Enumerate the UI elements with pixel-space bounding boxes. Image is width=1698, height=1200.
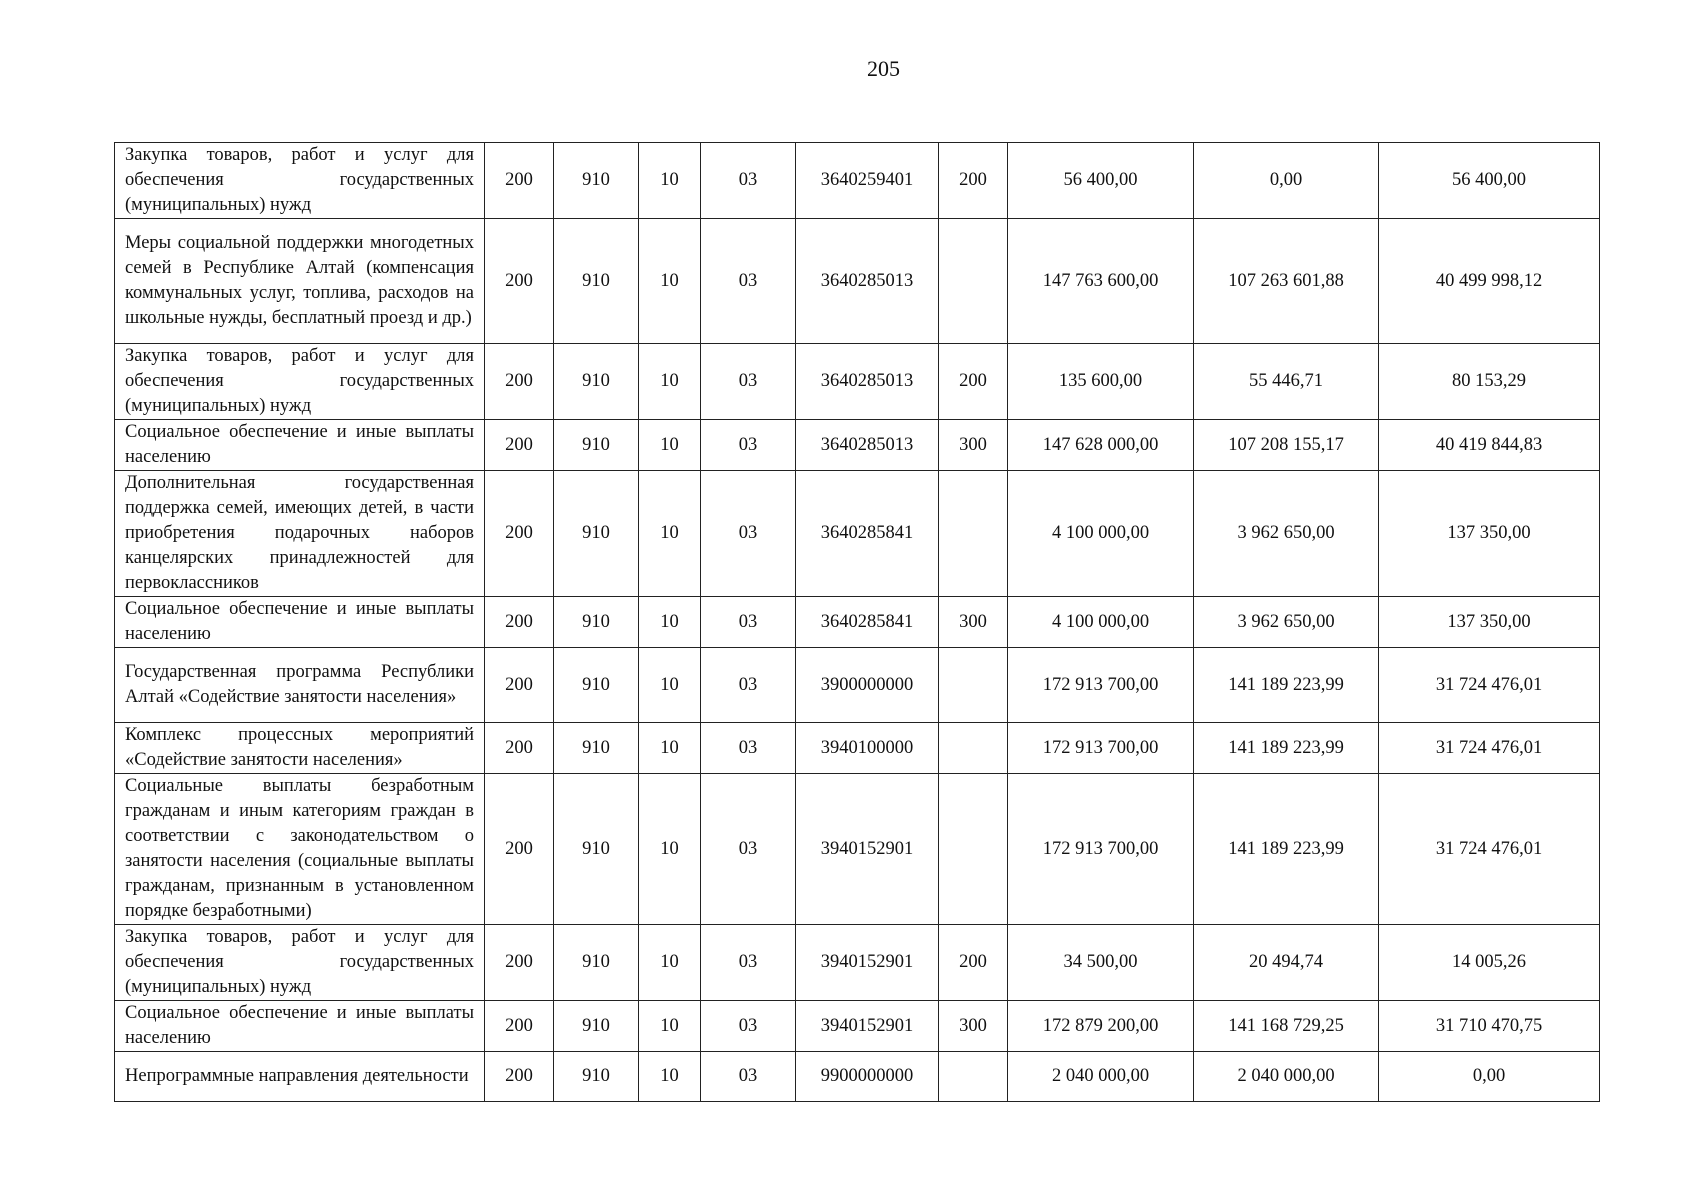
col-amount-1: 172 913 700,00 [1008,648,1194,723]
table-row [115,925,1600,1001]
col-target-article: 9900000000 [796,1052,939,1102]
col-amount-2: 141 189 223,99 [1194,648,1379,723]
table-body [115,143,1600,1102]
row-name: Меры социальной поддержки многодетных семей в Республике Алтай (компенсация коммунальных услуг, топлива, расходов на школьные нужды, бесплатный проезд и др.) [115,219,485,344]
col-amount-1: 147 763 600,00 [1008,219,1194,344]
table-row [115,648,1600,723]
col-amount-1: 4 100 000,00 [1008,471,1194,597]
col-expense-type [939,723,1008,774]
col-section: 10 [639,344,701,420]
col-code-1: 200 [485,1001,554,1052]
col-subsection: 03 [701,774,796,925]
table-row [115,1052,1600,1102]
col-code-2: 910 [554,1052,639,1102]
row-name: Социальное обеспечение и иные выплаты населению [115,597,485,648]
col-code-1: 200 [485,774,554,925]
col-code-2: 910 [554,344,639,420]
col-expense-type: 200 [939,143,1008,219]
col-code-1: 200 [485,648,554,723]
col-code-1: 200 [485,597,554,648]
col-target-article: 3940152901 [796,1001,939,1052]
col-target-article: 3940152901 [796,774,939,925]
col-amount-3: 40 419 844,83 [1379,420,1600,471]
col-target-article: 3640285013 [796,344,939,420]
table-row [115,1001,1600,1052]
col-subsection: 03 [701,420,796,471]
col-expense-type: 300 [939,420,1008,471]
col-target-article: 3640285841 [796,597,939,648]
col-code-2: 910 [554,420,639,471]
col-amount-2: 107 208 155,17 [1194,420,1379,471]
col-amount-2: 141 189 223,99 [1194,774,1379,925]
col-amount-3: 80 153,29 [1379,344,1600,420]
row-name: Закупка товаров, работ и услуг для обеспечения государственных (муниципальных) нужд [115,344,485,420]
col-target-article: 3640259401 [796,143,939,219]
table-row [115,143,1600,219]
row-name: Закупка товаров, работ и услуг для обеспечения государственных (муниципальных) нужд [115,143,485,219]
row-name: Социальное обеспечение и иные выплаты населению [115,1001,485,1052]
col-section: 10 [639,1052,701,1102]
table-row [115,774,1600,925]
col-amount-2: 2 040 000,00 [1194,1052,1379,1102]
col-code-1: 200 [485,143,554,219]
table-row [115,723,1600,774]
col-amount-1: 172 879 200,00 [1008,1001,1194,1052]
col-code-2: 910 [554,597,639,648]
col-amount-3: 137 350,00 [1379,471,1600,597]
table-row [115,219,1600,344]
col-expense-type: 200 [939,925,1008,1001]
col-amount-2: 107 263 601,88 [1194,219,1379,344]
col-section: 10 [639,420,701,471]
col-amount-1: 147 628 000,00 [1008,420,1194,471]
col-amount-2: 55 446,71 [1194,344,1379,420]
row-name: Дополнительная государственная поддержка семей, имеющих детей, в части приобретения подарочных наборов канцелярских принадлежностей для первоклассников [115,471,485,597]
col-expense-type [939,471,1008,597]
col-expense-type [939,648,1008,723]
col-subsection: 03 [701,723,796,774]
col-code-1: 200 [485,1052,554,1102]
col-subsection: 03 [701,344,796,420]
col-amount-1: 172 913 700,00 [1008,774,1194,925]
col-code-2: 910 [554,471,639,597]
col-code-2: 910 [554,1001,639,1052]
row-name: Социальные выплаты безработным гражданам и иным категориям граждан в соответствии с законодательством о занятости населения (социальные выплаты гражданам, признанным в установленном порядке безработными) [115,774,485,925]
col-amount-2: 141 189 223,99 [1194,723,1379,774]
col-amount-3: 0,00 [1379,1052,1600,1102]
col-code-2: 910 [554,925,639,1001]
row-name: Социальное обеспечение и иные выплаты населению [115,420,485,471]
col-section: 10 [639,648,701,723]
col-amount-3: 31 724 476,01 [1379,723,1600,774]
col-amount-3: 31 710 470,75 [1379,1001,1600,1052]
col-section: 10 [639,723,701,774]
col-code-1: 200 [485,219,554,344]
col-amount-1: 56 400,00 [1008,143,1194,219]
col-code-2: 910 [554,143,639,219]
col-amount-3: 31 724 476,01 [1379,774,1600,925]
col-section: 10 [639,471,701,597]
col-amount-2: 20 494,74 [1194,925,1379,1001]
col-amount-2: 3 962 650,00 [1194,597,1379,648]
col-subsection: 03 [701,471,796,597]
col-section: 10 [639,774,701,925]
col-amount-3: 31 724 476,01 [1379,648,1600,723]
col-amount-1: 135 600,00 [1008,344,1194,420]
col-target-article: 3940152901 [796,925,939,1001]
col-code-2: 910 [554,774,639,925]
col-target-article: 3900000000 [796,648,939,723]
col-amount-2: 3 962 650,00 [1194,471,1379,597]
col-amount-2: 141 168 729,25 [1194,1001,1379,1052]
col-amount-1: 34 500,00 [1008,925,1194,1001]
col-amount-3: 14 005,26 [1379,925,1600,1001]
page-number: 205 [867,56,900,81]
col-section: 10 [639,143,701,219]
col-subsection: 03 [701,597,796,648]
col-subsection: 03 [701,648,796,723]
col-section: 10 [639,925,701,1001]
col-section: 10 [639,219,701,344]
col-target-article: 3640285841 [796,471,939,597]
col-amount-3: 40 499 998,12 [1379,219,1600,344]
col-subsection: 03 [701,925,796,1001]
col-expense-type [939,1052,1008,1102]
col-code-1: 200 [485,420,554,471]
col-code-1: 200 [485,344,554,420]
col-amount-2: 0,00 [1194,143,1379,219]
col-subsection: 03 [701,143,796,219]
col-target-article: 3940100000 [796,723,939,774]
col-expense-type: 300 [939,1001,1008,1052]
col-target-article: 3640285013 [796,219,939,344]
col-code-2: 910 [554,219,639,344]
col-subsection: 03 [701,219,796,344]
budget-table [114,142,1600,1102]
col-subsection: 03 [701,1001,796,1052]
col-code-2: 910 [554,723,639,774]
col-code-2: 910 [554,648,639,723]
col-code-1: 200 [485,471,554,597]
col-amount-3: 56 400,00 [1379,143,1600,219]
row-name: Закупка товаров, работ и услуг для обеспечения государственных (муниципальных) нужд [115,925,485,1001]
col-subsection: 03 [701,1052,796,1102]
col-amount-3: 137 350,00 [1379,597,1600,648]
table-row [115,597,1600,648]
col-section: 10 [639,597,701,648]
col-expense-type: 200 [939,344,1008,420]
col-expense-type [939,774,1008,925]
col-amount-1: 2 040 000,00 [1008,1052,1194,1102]
col-amount-1: 4 100 000,00 [1008,597,1194,648]
row-name: Государственная программа Республики Алтай «Содействие занятости населения» [115,648,485,723]
col-expense-type: 300 [939,597,1008,648]
col-code-1: 200 [485,723,554,774]
table-row [115,420,1600,471]
col-expense-type [939,219,1008,344]
col-amount-1: 172 913 700,00 [1008,723,1194,774]
table-row [115,344,1600,420]
row-name: Комплекс процессных мероприятий «Содействие занятости населения» [115,723,485,774]
col-section: 10 [639,1001,701,1052]
table-row [115,471,1600,597]
col-target-article: 3640285013 [796,420,939,471]
col-code-1: 200 [485,925,554,1001]
row-name: Непрограммные направления деятельности [115,1052,485,1102]
